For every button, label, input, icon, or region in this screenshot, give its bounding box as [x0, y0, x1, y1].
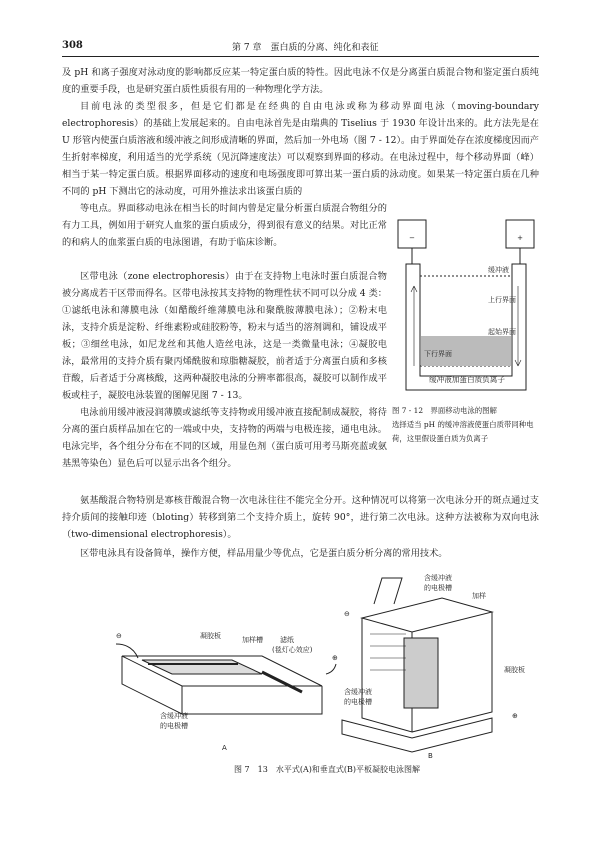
page-number: 308 [62, 40, 83, 51]
label-b-gel-plate: 凝胶板 [504, 666, 525, 674]
label-start-boundary: 起始界面 [488, 328, 516, 336]
tag-b: B [428, 752, 433, 758]
paragraph-3: 等电点。界面移动电泳在相当长的时间内曾是定量分析蛋白质混合物组分的有力工具，例如用于研究人血浆的蛋白质成分，得到很有意义的结果。对比正常的和病人的血浆蛋白质的电泳图谱，有助于临床诊断。 [62, 203, 387, 248]
figure-7-12-note: 缓冲液加蛋白质负离子 [429, 375, 505, 384]
label-a-gel-plate: 凝胶板 [200, 632, 221, 640]
label-b-buffer-top: 含缓冲液 [424, 574, 452, 582]
sign-a-plus: ⊕ [332, 654, 338, 662]
figure-7-12-caption-title: 图 7 - 12 界面移动电泳的图解 [392, 406, 497, 415]
chapter-title: 第 7 章 蛋白质的分离、纯化和表征 [232, 43, 379, 53]
label-a-electrode-tank: 的电极槽 [160, 722, 188, 730]
gel-electrophoresis-diagram [112, 568, 542, 758]
horizontal-apparatus [116, 644, 336, 714]
paragraph-6: 氨基酸混合物特别是寡核苷酸混合物一次电泳往往不能完全分开。这种情况可以将第一次电泳分开的斑点通过支持介质间的接触印迹（bloting）转移到第二个支持介质上，旋转 90°，进行第二次电泳。这种方法被称为双向电泳（two-dimensional electrophoresis）。 [62, 495, 539, 540]
label-buffer: 缓冲液 [488, 266, 509, 274]
plus-sign: + [517, 234, 523, 242]
paragraph-7: 区带电泳具有设备简单，操作方便，样品用量少等优点，它是蛋白质分析分离的常用技术。 [80, 548, 448, 559]
label-b-electrode-top: 的电极槽 [424, 584, 452, 592]
vertical-apparatus [342, 578, 492, 752]
paragraph-4: 区带电泳（zone electrophoresis）由于在支持物上电泳时蛋白质混合物被分离成若干区带而得名。区带电泳按其支持物的物理性状不同可以分成 4 类：①滤纸电泳和薄膜电泳（如醋酸纤维薄膜电泳和聚酰胺薄膜电泳）；②粉末电泳，支持介质是淀粉、纤维素粉或硅胶粉等，粉末与适当的溶剂调和，铺设成平板；③细丝电泳，如尼龙丝和其他人造丝电泳，这是一类微量电泳；④凝胶电泳，最常用的支持介质有聚丙烯酰胺和琼脂糖凝胶，前者适于分离蛋白质和多核苷酸，后者适于分离核酸，这两种凝胶电泳的分辨率都很高，凝胶可以制作成平板或柱子，凝胶电泳装置的图解见图 7 - 13。 [62, 271, 387, 401]
paragraph-1: 及 pH 和离子强度对泳动度的影响都反应某一特定蛋白质的特性。因此电泳不仅是分离蛋白质混合物和鉴定蛋白质纯度的重要手段，也是研究蛋白质性质很有用的一种物理化学方法。 [62, 67, 539, 95]
label-b-buffer-bottom: 含缓冲液 [344, 688, 372, 696]
label-a-filter-paper: 滤纸 [280, 636, 294, 644]
page-header [62, 40, 539, 54]
sign-a-minus: ⊖ [116, 632, 122, 640]
figure-7-13 [112, 568, 542, 758]
figure-7-13-caption: 图 7 13 水平式(A)和垂直式(B)平板凝胶电泳图解 [234, 765, 420, 774]
paragraph-5: 电泳前用缓冲液浸润薄膜或滤纸等支持物或用缓冲液直接配制成凝胶，将待分离的蛋白质样品加在它的一端或中央，支持物的两端与电极连接，通电电泳。电泳完毕，各个组分分布在不同的区域，用显色剂（蛋白质可用考马斯亮蓝或氨基黑等染色）显色后可以显示出各个组分。 [62, 407, 387, 469]
sign-b-plus: ⊕ [512, 712, 518, 720]
tag-a: A [222, 744, 227, 752]
label-b-sample: 加样 [472, 592, 486, 600]
minus-sign: − [409, 234, 415, 242]
label-a-buffer: 含缓冲液 [160, 712, 188, 720]
figure-7-12-caption [392, 404, 542, 446]
paragraph-2: 目前电泳的类型很多，但是它们都是在经典的自由电泳或称为移动界面电泳（moving-boundary electrophoresis）的基础上发展起来的。自由电泳首先是由瑞典的 Tiselius 于 1930 年设计出来的。此方法先是在 U 形管内使蛋白质溶液和缓冲液之间形成清晰的界面，然后加一外电场（图 7 - 12）。由于界面处存在浓度梯度因而产生折射率梯度，利用适当的光学系统（见沉降速度法）可以观察到界面的移动。在电泳过程中，每个移动界面（峰）相当于某一特定蛋白质。根据界面移动的速度和电场强度即可算出某一蛋白质的泳动度。如果某一特定蛋白质在几种不同的 pH 下测出它的泳动度，可用外推法求出该蛋白质的 [62, 101, 539, 197]
label-a-sample-slot: 加样槽 [242, 636, 263, 644]
sign-b-minus: ⊖ [344, 610, 350, 618]
header-rule [62, 56, 539, 57]
label-b-electrode-bottom: 的电极槽 [344, 698, 372, 706]
label-descending-boundary: 下行界面 [424, 350, 452, 358]
figure-7-12-caption-sub: 选择适当 pH 的缓冲溶液使蛋白质带同种电荷，这里假设蛋白质为负离子 [392, 420, 534, 443]
label-ascending-boundary: 上行界面 [488, 296, 516, 304]
label-a-wick-effect: (毯灯心效应) [272, 646, 313, 654]
